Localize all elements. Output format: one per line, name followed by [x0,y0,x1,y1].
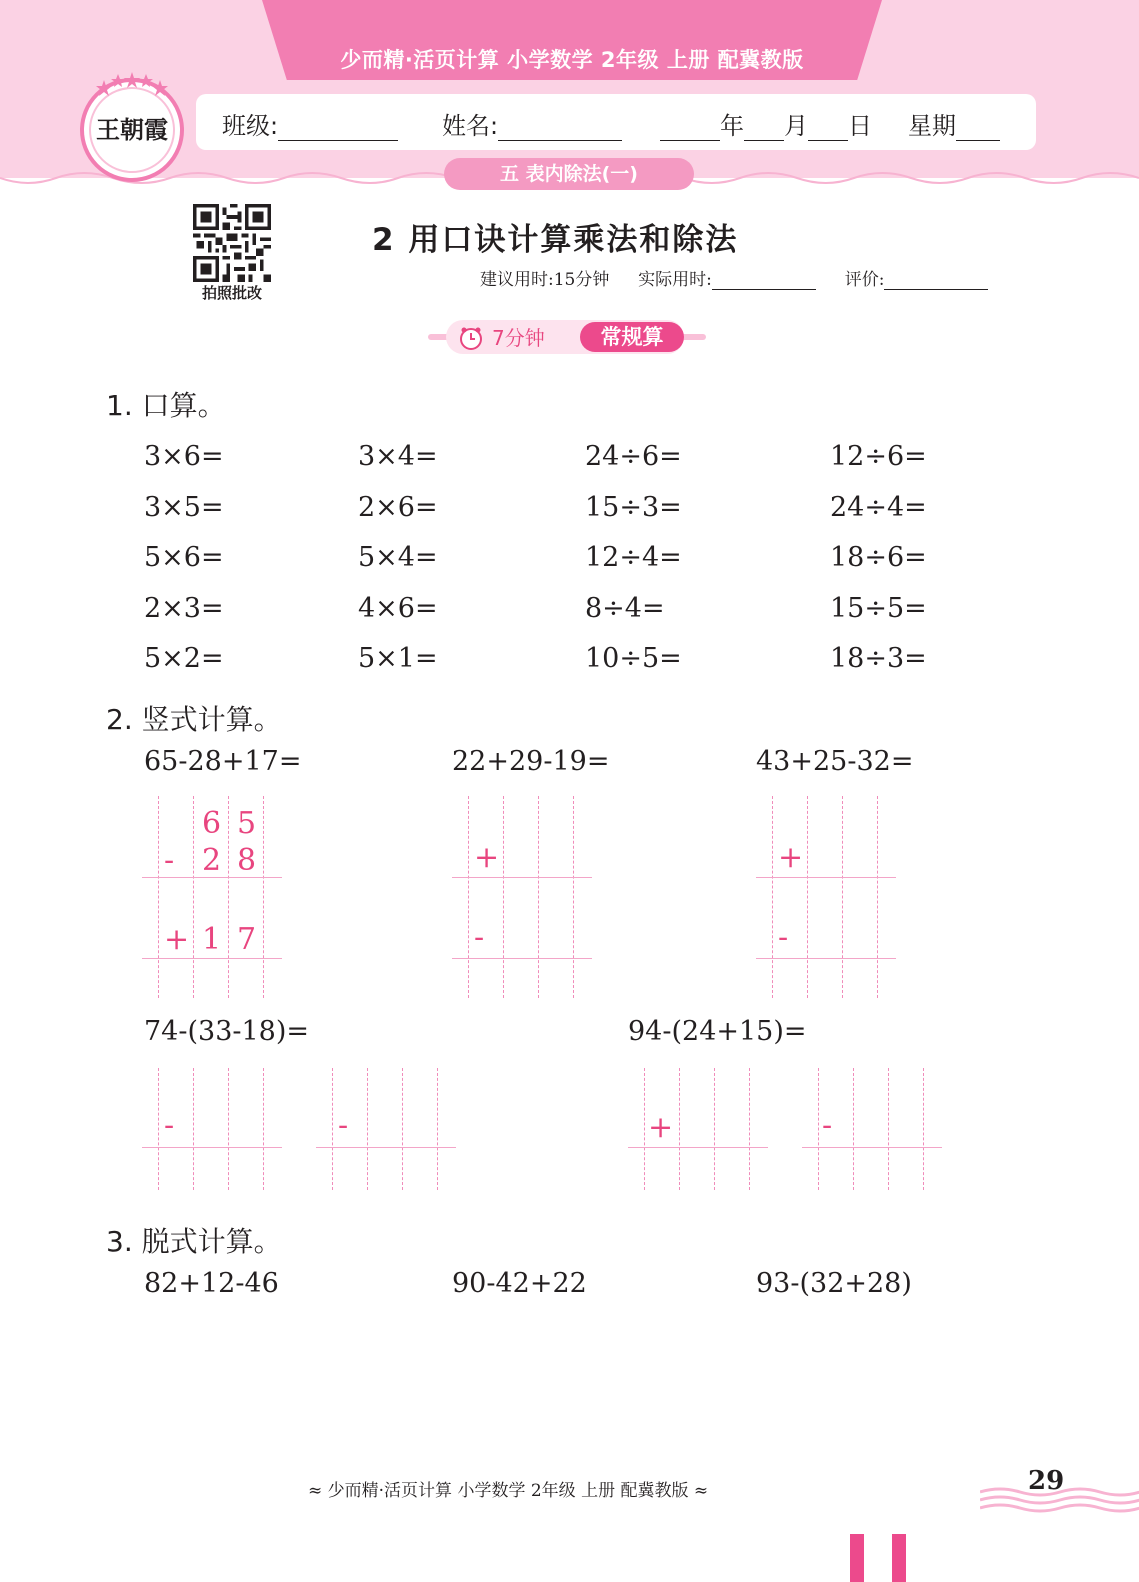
oral-problem: 15÷5= [830,592,927,624]
oral-problem: 18÷6= [830,542,927,573]
demo-digit: 5 [237,806,257,841]
demo-plus-sign: + [164,922,190,957]
oral-column-3 [585,432,682,685]
oral-problem: 3×5= [144,491,224,523]
badge-tag: 常规算 [580,322,684,352]
oral-problem: 3×4= [358,441,438,472]
year-label: 年 [720,112,744,140]
oral-problem: 2×3= [144,592,224,624]
plus-sign: + [474,840,500,875]
chapter-tag: 五 表内除法(一) [444,158,694,190]
section-3-title: 3. 脱式计算。 [106,1225,282,1258]
name-blank[interactable] [498,116,622,141]
day-label: 日 [848,112,872,140]
timing-line [480,265,988,290]
stepwise-problem-3: 93-(32+28) [756,1268,912,1299]
qr-label: 拍照批改 [201,284,262,302]
section-1-title: 1. 口算。 [106,389,226,422]
oral-problem: 2×6= [358,491,438,523]
logo-seal [76,68,188,186]
demo-digit: 2 [202,843,222,878]
page-number: 29 [1028,1466,1065,1496]
weekday-label: 星期 [908,112,956,140]
oral-problem: 8÷4= [585,592,665,624]
oral-problem: 12÷6= [830,441,927,472]
stepwise-problem-1: 82+12-46 [144,1268,279,1299]
vertical-problem-5: 94-(24+15)= [628,1016,807,1047]
evaluation-label: 评价: [844,270,885,290]
demo-digit: 6 [202,806,222,841]
oral-problem: 3×6= [144,441,224,472]
name-label: 姓名: [442,112,499,140]
oral-problem: 10÷5= [585,643,682,674]
lesson-title: 2 用口诀计算乘法和除法 [372,222,739,258]
vertical-problem-1: 65-28+17= [144,746,302,777]
section-2-title: 2. 竖式计算。 [106,703,282,736]
month-blank[interactable] [744,116,784,141]
series-title: 少而精·活页计算 小学数学 2年级 上册 配冀教版 [340,48,804,72]
vertical-problem-2: 22+29-19= [452,746,610,777]
badge-time: 7分钟 [492,326,545,350]
year-blank[interactable] [660,116,720,141]
minus-sign: - [822,1108,833,1143]
logo-text: 王朝霞 [96,115,168,144]
demo-minus-sign: - [164,843,175,878]
vertical-problem-3: 43+25-32= [756,746,914,777]
edge-mark [892,1534,906,1582]
name-field[interactable] [442,106,622,141]
minus-sign: - [778,920,789,955]
demo-digit: 7 [237,922,257,957]
actual-time-label: 实际用时: [638,270,712,290]
weekday-blank[interactable] [956,116,1000,141]
oral-problem: 24÷4= [830,491,927,523]
actual-time-blank[interactable] [712,271,816,290]
oral-problem: 5×6= [144,542,224,573]
demo-digit: 1 [202,922,222,957]
evaluation-blank[interactable] [884,271,988,290]
minus-sign: - [164,1108,175,1143]
qr-code-icon[interactable] [193,204,271,282]
vertical-problem-4: 74-(33-18)= [144,1016,310,1047]
oral-problem: 24÷6= [585,441,682,472]
date-field[interactable] [660,106,872,141]
oral-problem: 15÷3= [585,491,682,523]
class-label: 班级: [222,112,279,140]
oral-problem: 18÷3= [830,643,927,674]
oral-column-1 [144,432,224,685]
weekday-field[interactable] [908,106,1000,141]
plus-sign: + [648,1110,674,1145]
oral-problem: 5×1= [358,643,438,674]
demo-digit: 8 [237,843,257,878]
plus-sign: + [778,840,804,875]
oral-problem: 4×6= [358,592,438,624]
month-label: 月 [784,112,808,140]
minus-sign: - [474,920,485,955]
class-field[interactable] [222,106,398,141]
oral-problem: 12÷4= [585,542,682,573]
oral-column-2 [358,432,438,685]
suggested-time: 建议用时:15分钟 [480,270,610,290]
footer-text: ≈ 少而精·活页计算 小学数学 2年级 上册 配冀教版 ≈ [308,1481,709,1501]
oral-problem: 5×2= [144,643,224,674]
edge-mark [850,1534,864,1582]
oral-problem: 5×4= [358,542,438,573]
stepwise-problem-2: 90-42+22 [452,1268,587,1299]
class-blank[interactable] [278,116,398,141]
clock-icon [458,325,484,351]
day-blank[interactable] [808,116,848,141]
oral-column-4 [830,432,927,685]
minus-sign: - [338,1108,349,1143]
